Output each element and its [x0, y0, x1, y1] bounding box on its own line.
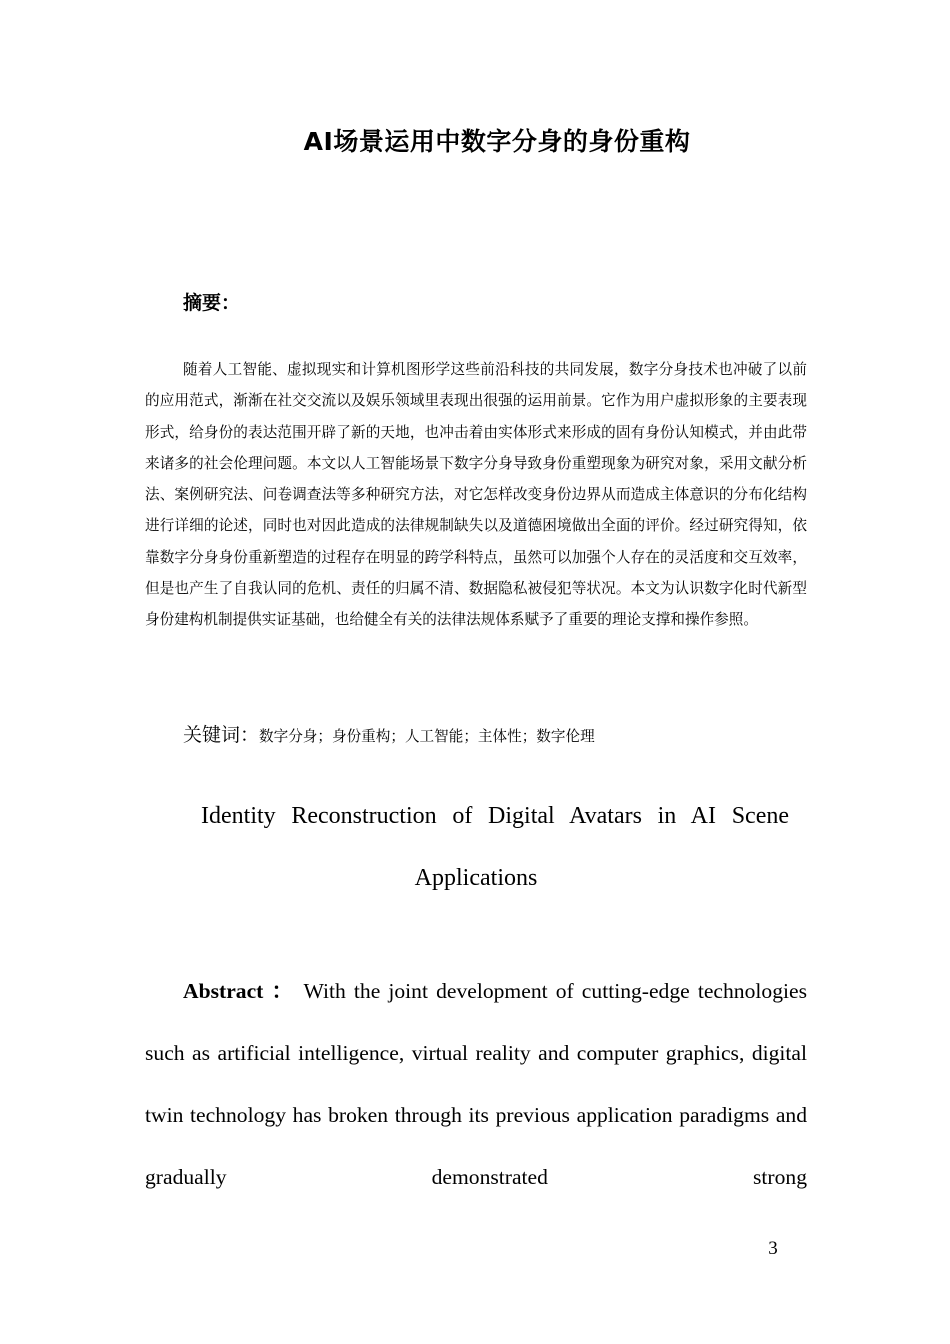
english-abstract [145, 960, 807, 1208]
abstract-body: 随着人工智能、虚拟现实和计算机图形学这些前沿科技的共同发展，数字分身技术也冲破了以前的应用范式，渐渐在社交交流以及娱乐领域里表现出很强的运用前景。它作为用户虚拟形象的主要表现形式，给身份的表达范围开辟了新的天地，也冲击着由实体形式来形成的固有身份认知模式，并由此带来诸多的社会伦理问题。本文以人工智能场景下数字分身导致身份重塑现象为研究对象，采用文献分析法、案例研究法、问卷调查法等多种研究方法，对它怎样改变身份边界从而造成主体意识的分布化结构进行详细的论述，同时也对因此造成的法律规制缺失以及道德困境做出全面的评价。经过研究得知，依靠数字分身身份重新塑造的过程存在明显的跨学科特点，虽然可以加强个人存在的灵活度和交互效率，但是也产生了自我认同的危机、责任的归属不清、数据隐私被侵犯等状况。本文为认识数字化时代新型身份建构机制提供实证基础，也给健全有关的法律法规体系赋予了重要的理论支撑和操作参照。 [145, 361, 807, 629]
english-title [145, 785, 807, 909]
page-number: 3 [768, 1238, 778, 1259]
keywords-label: 关键词： [183, 724, 260, 746]
paper-title: AI场景运用中数字分身的身份重构 [303, 127, 691, 156]
abstract-heading: 摘要： [183, 292, 241, 314]
keywords-line [183, 719, 595, 753]
english-abstract-text: With the joint development of cutting-edge technologies such as artificial intelligence, virtual reality and computer graphics, digital twin technology has broken through its previous application paradigms and gradually demonstrated strong [145, 979, 807, 1189]
english-abstract-label: Abstract ： [183, 979, 296, 1003]
english-title-line-1: Identity Reconstruction of Digital Avatars in AI Scene [201, 803, 789, 829]
keywords-value: 数字分身；身份重构；人工智能；主体性；数字伦理 [259, 728, 595, 745]
english-title-line-2: Applications [414, 865, 538, 891]
